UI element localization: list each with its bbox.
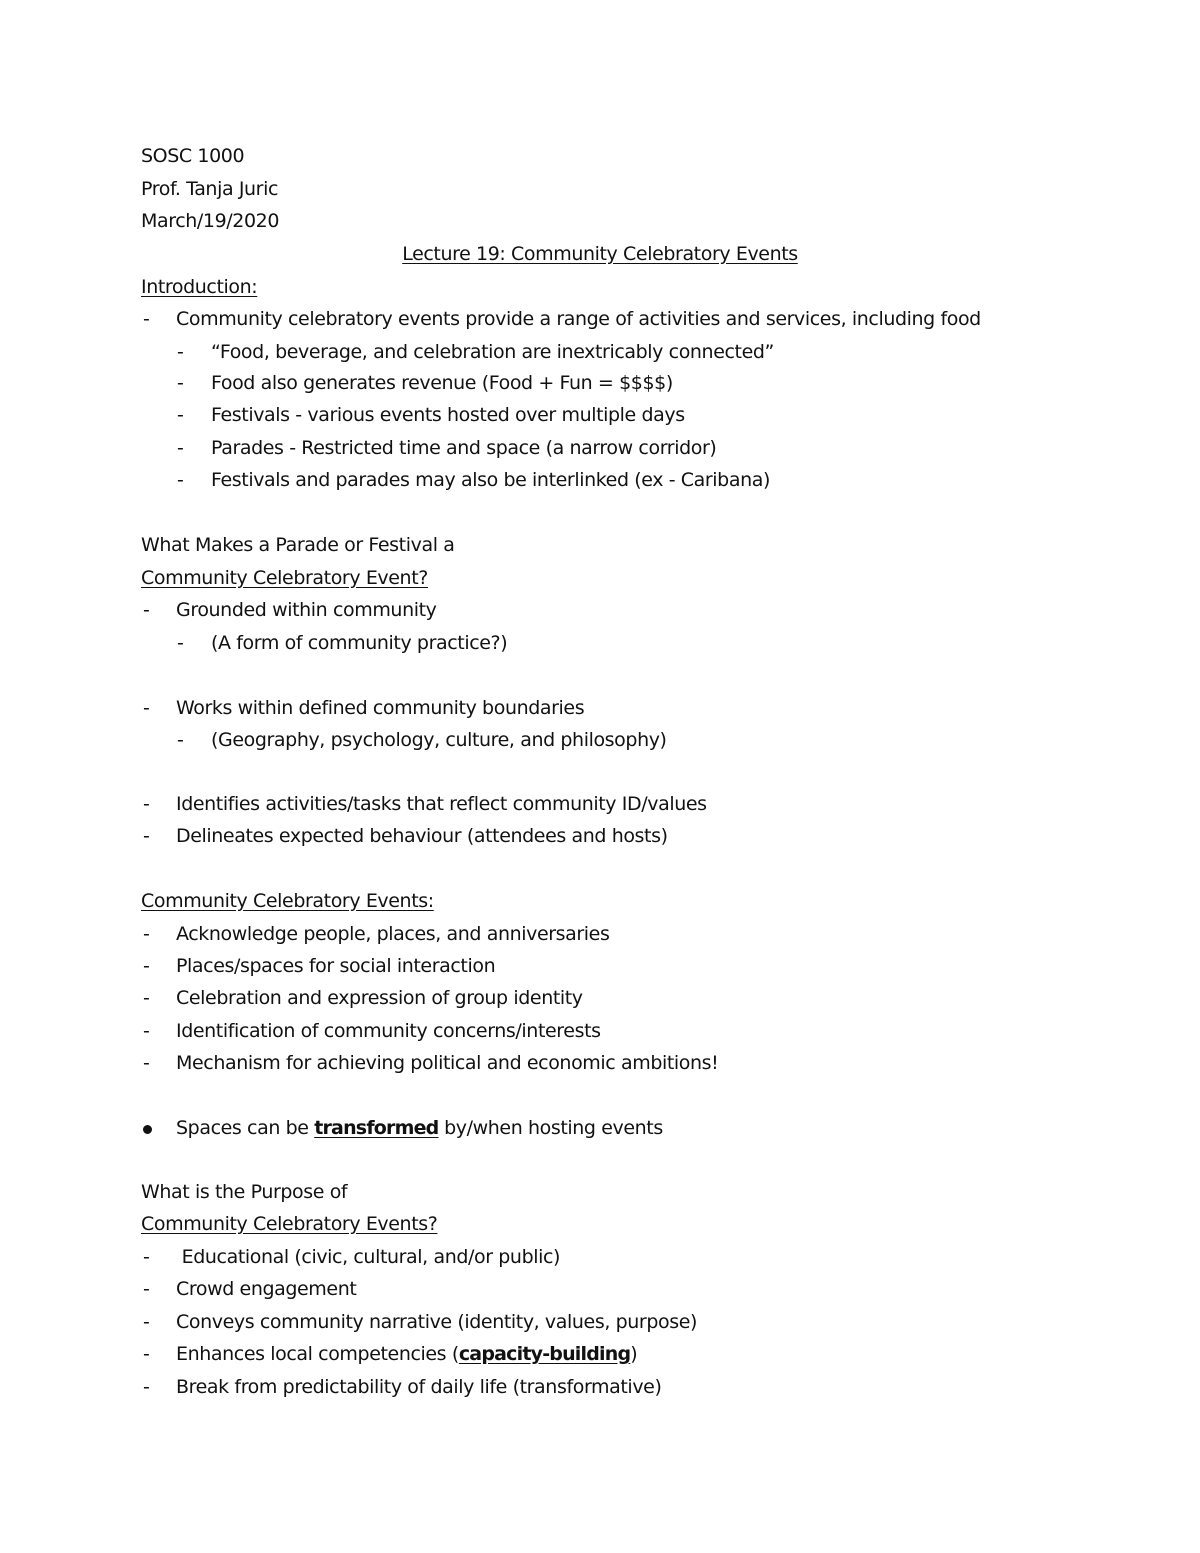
- list-dash: -: [143, 1343, 150, 1365]
- list-dash: -: [143, 1311, 150, 1333]
- bullet-text-bold: transformed: [314, 1117, 439, 1139]
- purpose-item-bold: capacity-building: [458, 1343, 631, 1365]
- bullet-text-post: by/when hosting events: [438, 1117, 663, 1139]
- professor-name: Prof. Tanja Juric: [141, 178, 279, 200]
- events-heading: Community Celebratory Events:: [141, 890, 434, 912]
- events-item: Identification of community concerns/interests: [176, 1020, 601, 1042]
- list-dash: -: [143, 825, 150, 847]
- purpose-item: Crowd engagement: [176, 1278, 357, 1300]
- what-makes-item: Identifies activities/tasks that reflect community ID/values: [176, 793, 707, 815]
- intro-subitem: Festivals and parades may also be interlinked (ex - Caribana): [211, 469, 770, 491]
- list-dash: -: [143, 599, 150, 621]
- bullet-marker: [143, 1116, 152, 1140]
- list-dash: -: [143, 1020, 150, 1042]
- lecture-title-row: [0, 242, 1200, 266]
- list-dash: -: [143, 793, 150, 815]
- purpose-item: Conveys community narrative (identity, values, purpose): [176, 1311, 698, 1333]
- purpose-heading-2: Community Celebratory Events?: [141, 1213, 438, 1235]
- what-makes-subitem: (Geography, psychology, culture, and philosophy): [211, 729, 667, 751]
- intro-item: Community celebratory events provide a range of activities and services, including food: [176, 308, 981, 330]
- intro-heading: Introduction:: [141, 276, 258, 298]
- list-dash: -: [177, 404, 184, 426]
- list-dash: -: [143, 308, 150, 330]
- what-makes-item: Grounded within community: [176, 599, 437, 621]
- events-item: Celebration and expression of group identity: [176, 987, 583, 1009]
- transformed-bullet: [176, 1116, 663, 1140]
- list-dash: -: [143, 1278, 150, 1300]
- intro-subitem: Parades - Restricted time and space (a narrow corridor): [211, 437, 717, 459]
- list-dash: -: [143, 923, 150, 945]
- bullet-text-pre: Spaces can be: [176, 1117, 315, 1139]
- purpose-heading-1: What is the Purpose of: [141, 1181, 348, 1203]
- events-item: Mechanism for achieving political and economic ambitions!: [176, 1052, 719, 1074]
- intro-subitem: Festivals - various events hosted over multiple days: [211, 404, 685, 426]
- purpose-item: [176, 1342, 637, 1366]
- list-dash: -: [143, 1246, 150, 1268]
- purpose-item-post: ): [630, 1343, 638, 1365]
- list-dash: -: [143, 1376, 150, 1398]
- intro-subitem: “Food, beverage, and celebration are inextricably connected”: [211, 341, 774, 363]
- course-code: SOSC 1000: [141, 145, 245, 167]
- what-makes-item: Works within defined community boundaries: [176, 697, 585, 719]
- what-makes-heading-1: What Makes a Parade or Festival a: [141, 534, 455, 556]
- list-dash: -: [143, 697, 150, 719]
- purpose-item-pre: Enhances local competencies (: [176, 1343, 459, 1365]
- events-item: Acknowledge people, places, and anniversaries: [176, 923, 610, 945]
- list-dash: -: [143, 955, 150, 977]
- list-dash: -: [177, 372, 184, 394]
- list-dash: -: [177, 469, 184, 491]
- what-makes-item: Delineates expected behaviour (attendees and hosts): [176, 825, 668, 847]
- what-makes-heading-2: Community Celebratory Event?: [141, 567, 428, 589]
- list-dash: -: [177, 341, 184, 363]
- list-dash: -: [143, 987, 150, 1009]
- list-dash: -: [177, 729, 184, 751]
- purpose-item: Educational (civic, cultural, and/or public): [176, 1246, 561, 1268]
- what-makes-subitem: (A form of community practice?): [211, 632, 508, 654]
- list-dash: -: [143, 1052, 150, 1074]
- lecture-title: Lecture 19: Community Celebratory Events: [402, 243, 798, 265]
- lecture-date: March/19/2020: [141, 210, 280, 232]
- list-dash: -: [177, 632, 184, 654]
- events-item: Places/spaces for social interaction: [176, 955, 496, 977]
- purpose-item: Break from predictability of daily life (transformative): [176, 1376, 662, 1398]
- list-dash: -: [177, 437, 184, 459]
- bullet-dot-icon: [143, 1125, 152, 1134]
- intro-subitem: Food also generates revenue (Food + Fun = $$$$): [211, 372, 673, 394]
